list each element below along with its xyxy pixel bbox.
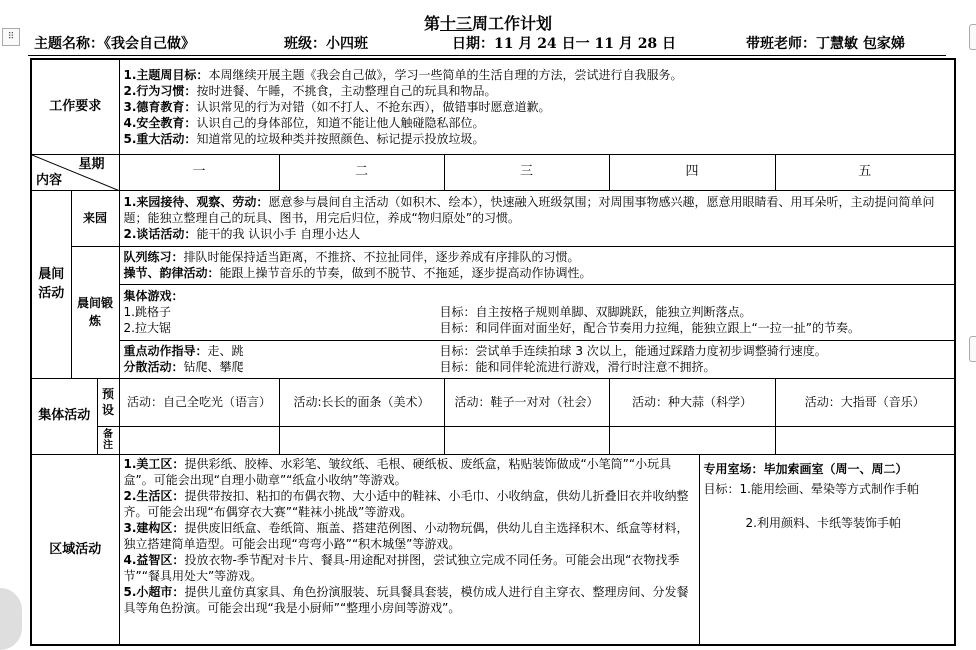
activity-mon: 活动：自己全吃光（语言） — [119, 378, 279, 426]
arrival-content: 1.来园接待、观察、劳动：愿意参与晨间自主活动（如积木、绘本），快速融入班级氛围；对周围事物感兴趣，愿意用眼睛看、用耳朵听，主动提问简单问题；能独立整理自己的玩具、图书，用完后归位，养成“物归原处”的习惯。 2.谈话活动：能干的我 认识小手 自理小达人 — [119, 190, 955, 246]
day-tue: 二 — [279, 154, 444, 190]
day-thu: 四 — [609, 154, 775, 190]
requirements-label: 工作要求 — [31, 59, 119, 154]
group-preset-row — [31, 378, 955, 426]
remark-mon — [119, 426, 279, 454]
studio-head: 专用室场：毕加索画室（周一、周二） — [703, 461, 908, 476]
weekday-label: 星期 — [78, 156, 105, 172]
remark-label: 备注 — [97, 426, 119, 454]
area-content: 1.美工区：提供彩纸、胶棒、水彩笔、皱纹纸、毛根、硬纸板、废纸盒，粘贴装饰做成“小笔筒”“小玩具盒”。可能会出现“自理小勋章”“纸盒小收纳”等游戏。 2.生活区：提供带按扣、粘扣的布偶衣物、大小适中的鞋袜、小毛巾、小收纳盒，供幼儿折叠旧衣并收纳整齐。可能会出现“布偶穿衣大赛”“鞋袜小挑战”等游戏。 3.建构区：提供废旧纸盒、卷纸筒、瓶盖、搭建范例图、小动物玩偶，供幼儿自主选择积木、纸盒等材料，独立搭建简单造型。可能会出现“弯弯小路”“积木城堡”等游戏。 4.益智区：投放衣物-季节配对卡片、餐具-用途配对拼图，尝试独立完成不同任务。可能会出现“衣物找季节”“餐具用处大”等游戏。 5.小超市：提供儿童仿真家具、角色扮演服装、玩具餐具套装，模仿成人进行自主穿衣、整理房间、分发餐具等角色扮演。可能会出现“我是小厨师”“整理小房间等游戏”。 — [119, 454, 699, 645]
date-range: 日期：11 月 24 日一 11 月 28 日 — [452, 36, 677, 52]
class-name: 班级：小四班 — [284, 36, 368, 52]
group-remark-row — [31, 426, 955, 454]
day-header-row — [31, 154, 955, 190]
remark-wed — [444, 426, 609, 454]
arrival-row — [31, 190, 955, 246]
requirements-row — [31, 59, 955, 154]
activity-fri: 活动：大指哥（音乐） — [775, 378, 955, 426]
activity-wed: 活动：鞋子一对对（社会） — [444, 378, 609, 426]
exercise-row-1 — [31, 246, 955, 284]
group-activity-label: 集体活动 — [31, 378, 97, 454]
theme-name: 主题名称：《我会自己做》 — [34, 36, 195, 52]
activity-tue: 活动:长长的面条（美术） — [279, 378, 444, 426]
area-activity-label: 区域活动 — [31, 454, 119, 645]
remark-fri — [775, 426, 955, 454]
weekly-plan-table — [30, 58, 956, 646]
remark-tue — [279, 426, 444, 454]
studio-goal-1: 目标：1.能用绘画、晕染等方式制作手帕 — [703, 481, 919, 496]
scrollbar-tab-middle[interactable] — [969, 336, 976, 362]
exercise-row-3 — [31, 340, 955, 378]
exercise-row-2 — [31, 284, 955, 340]
move-handle-icon[interactable]: ⠿ — [2, 28, 20, 46]
header-divider — [28, 55, 946, 56]
studio-goal-2: 2.利用颜料、卡纸等装饰手帕 — [745, 515, 901, 530]
document-title: 第十三周工作计划 — [423, 14, 553, 33]
morning-activity-label: 晨间活动 — [31, 190, 71, 378]
floating-circle-button[interactable] — [0, 588, 22, 650]
content-label: 内容 — [36, 172, 63, 188]
requirements-content: 1.主题周目标：本周继续开展主题《我会自己做》，学习一些简单的生活自理的方法，尝试进行自我服务。 2.行为习惯：按时进餐、午睡，不挑食，主动整理自己的玩具和物品。 3.德育教育：认识常见的行为对错（如不打人、不抢东西），做错事时愿意道歉。 4.安全教育：认识自己的身体部位，知道不能让他人触碰隐私部位。 5.重大活动：知道常见的垃圾种类并按照颜色、标记提示投放垃圾。 — [119, 59, 955, 154]
day-mon: 一 — [119, 154, 279, 190]
arrival-label: 来园 — [71, 190, 119, 246]
group-games-content: 集体游戏： 1.跳格子 目标：自主按格子规则单脚、双脚跳跃，能独立判断落点。 2.拉大锯 目标：和同伴面对面坐好，配合节奏用力拉绳，能独立跟上“一拉一扯”的节奏。 — [119, 284, 955, 340]
day-wed: 三 — [444, 154, 609, 190]
key-movement-content: 重点动作指导：走、跳 目标：尝试单手连续拍球 3 次以上，能通过踩踏力度初步调整骑行速度。 分散活动：钻爬、攀爬 目标：能和同伴轮流进行游戏，滑行时注意不拥挤。 — [119, 340, 955, 378]
area-row — [31, 454, 955, 645]
activity-thu: 活动：种大蒜（科学） — [609, 378, 775, 426]
preset-label: 预设 — [97, 378, 119, 426]
queue-rhythm-content: 队列练习：排队时能保持适当距离，不推挤、不拉扯同伴，逐步养成有序排队的习惯。 操节、韵律活动：能跟上操节音乐的节奏，做到不脱节、不拖延，逐步提高动作协调性。 — [119, 246, 955, 284]
teachers: 带班老师：丁慧敏 包家娣 — [746, 36, 905, 52]
studio-content — [699, 454, 955, 645]
exercise-label: 晨间锻炼 — [71, 246, 119, 378]
remark-thu — [609, 426, 775, 454]
day-fri: 五 — [775, 154, 955, 190]
corner-cell — [31, 154, 119, 190]
header-row — [34, 34, 944, 54]
